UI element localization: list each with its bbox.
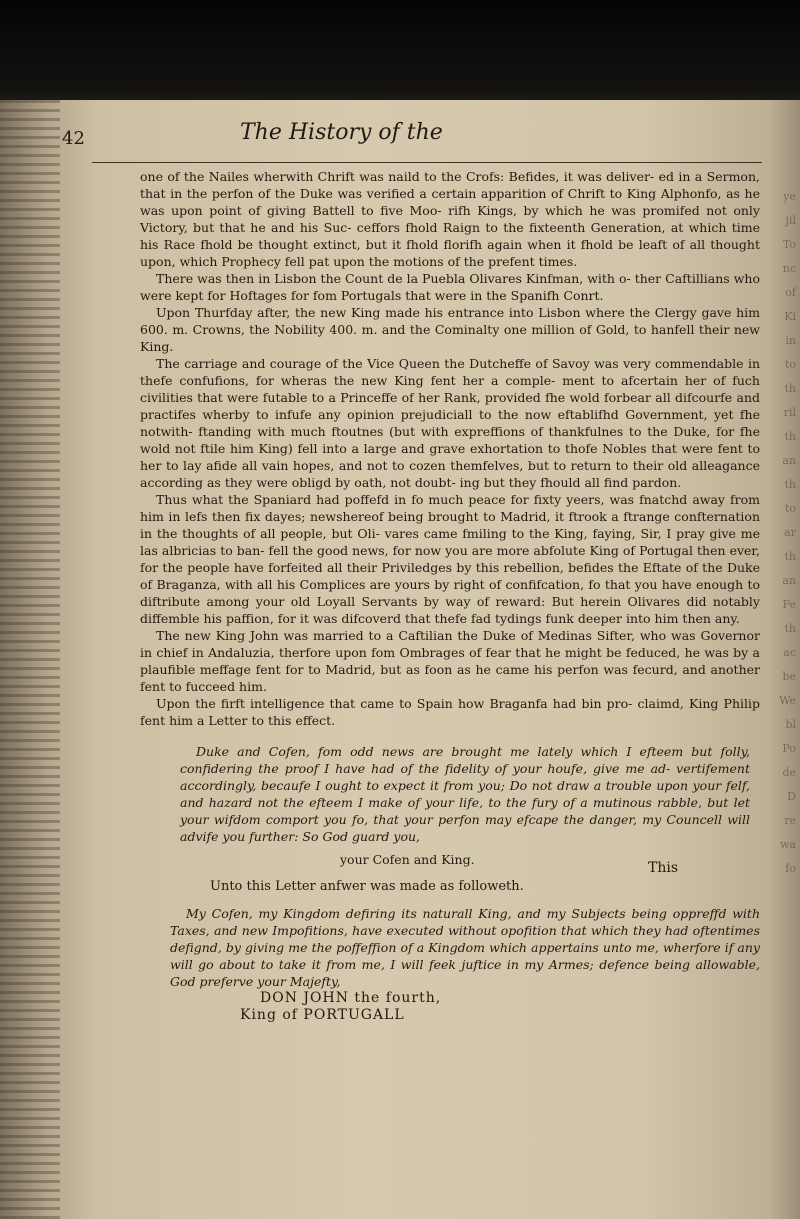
facing-page-bleed (770, 100, 800, 1219)
facing-page-fragment: bl (785, 718, 796, 731)
paragraph: Upon Thurfday after, the new King made his entrance into Lisbon where the Clergy gave him 600. m. Crowns, the Nobility 400. m. and the Cominalty one million of Gold, to hanfell their new King. (140, 305, 760, 354)
facing-page-fragment: ar (784, 526, 796, 539)
paragraph: Thus what the Spaniard had poffefd in fo much peace for fixty yeers, was fnatchd away from him in lefs then fix dayes; newshereof being brought to Madrid, it ftrook a ftrange confternation in the thoughts of all people, but Oli- vares came fmiling to the King, faying, Sir, I pray give me las albricias to ban- fell the good news, for now you are more abfolute King of Portugal then ever, for the people have forfeited all their Priviledges by this rebellion, befides the Eftate of the Duke of Braganza, with all his Complices are yours by right of confifcation, fo that you have enough to diftribute among your old Loyall Servants by way of reward: But herein Olivares did notably diffemble his paffion, for it was difcoverd that thefe fad tydings funk deeper into him then any. (140, 492, 760, 626)
catchword: This (648, 860, 679, 876)
facing-page-fragment: D (787, 790, 796, 803)
letter-from-philip: Duke and Cofen, fom odd news are brought me lately which I efteem but folly, confidering the proof I have had of the fidelity of your houfe, give me ad- vertifement accordingly, becaufe I ought to expect it from you; Do not draw a trouble upon your felf, and hazard not the efteem I make of your life, to the fury of a mutinous rabble, but let your wifdom comport you fo, that your perfon may efcape the danger, my Councell will advife you further: So God guard you, (180, 744, 750, 844)
facing-page-fragment: ye (783, 190, 796, 203)
facing-page-fragment: wa (780, 838, 796, 851)
body-text (140, 168, 760, 1024)
facing-page-fragment: ac (783, 646, 796, 659)
facing-page-fragment: th (784, 550, 796, 563)
facing-page-fragment: th (784, 430, 796, 443)
running-head: The History of the (240, 120, 443, 145)
facing-page-fragment: an (782, 454, 796, 467)
book-page (0, 100, 800, 1219)
facing-page-fragment: th (784, 622, 796, 635)
facing-page-fragment: ril (783, 406, 796, 419)
letter-reply: My Cofen, my Kingdom defiring its naturall King, and my Subjects being oppreffd with Taxes, and new Impofitions, have executed without opofition that which they had oftentimes defignd, by giving me the poffeffion of a Kingdom which appertains unto me, wherfore if any will go about to take it from me, I will feek juftice in my Armes; defence being allowable, God preferve your Majefty, (170, 906, 760, 989)
reply-signature-title: King of PORTUGALL (240, 1007, 405, 1023)
header-rule (92, 162, 762, 163)
reply-signature-name: DON JOHN the fourth, (260, 990, 442, 1006)
facing-page-fragment: in (785, 334, 796, 347)
paragraph: There was then in Lisbon the Count de la Puebla Olivares Kinfman, with o- ther Caftillians who were kept for Hoftages for fom Portugals that were in the Spanifh Conrt. (140, 271, 760, 303)
paragraph: Upon the firft intelligence that came to Spain how Braganfa had bin pro- claimd, King Philip fent him a Letter to this effect. (140, 696, 760, 728)
facing-page-fragment: fo (785, 862, 796, 875)
facing-page-fragment: Fe (782, 598, 796, 611)
facing-page-fragment: To (782, 238, 796, 251)
facing-page-fragment: re (784, 814, 796, 827)
facing-page-fragment: We (779, 694, 796, 707)
facing-page-fragment: an (782, 574, 796, 587)
facing-page-fragment: Po (782, 742, 796, 755)
transition-line: Unto this Letter anfwer was made as followeth. (210, 879, 524, 894)
facing-page-fragment: to (784, 502, 796, 515)
facing-page-fragment: th (784, 382, 796, 395)
facing-page-fragment: of (785, 286, 796, 299)
paragraph: The carriage and courage of the Vice Queen the Dutcheffe of Savoy was very commendable in thefe confufions, for wheras the new King fent her a comple- ment to afcertain her of fuch civilities that were futable to a Princeffe of her Rank, provided fhe wold forbear all difcourfe and practifes wherby to infufe any opinion prejudiciall to the now eftablifhd Government, yet fhe notwith- ftanding with much ftoutnes (but with expreffions of thankfulnes to the Duke, for fhe wold not ftile him King) fell into a large and grave exhortation to thofe Nobles that were fent to her to lay afide all vain hopes, and not to cozen themfelves, but to return to their old alleagance according as they were obligd by oath, not doubt- ing but they fhould all find pardon. (140, 356, 760, 490)
facing-page-fragment: jil (785, 214, 796, 227)
page-number: 42 (62, 128, 85, 149)
facing-page-fragment: de (782, 766, 796, 779)
facing-page-fragment: be (782, 670, 796, 683)
facing-page-fragment: to (784, 358, 796, 371)
page-gutter (0, 100, 60, 1219)
facing-page-fragment: th (784, 478, 796, 491)
letter-signature: your Cofen and King. (340, 852, 475, 867)
paragraph: The new King John was married to a Caftilian the Duke of Medinas Sifter, who was Governor in chief in Andaluzia, therfore upon fom Ombrages of fear that he might be feduced, he was by a plaufible meffage fent for to Madrid, but as foon as he came his perfon was fecurd, and another fent to fucceed him. (140, 628, 760, 694)
facing-page-fragment: Ki (784, 310, 796, 323)
paragraph: one of the Nailes wherwith Chrift was naild to the Crofs: Befides, it was deliver- ed in a Sermon, that in the perfon of the Duke was verified a certain apparition of Chrift to King Alphonfo, as he was upon point of giving Battell to five Moo- rifh Kings, by which he was promifed not only Victory, but that he and his Suc- ceffors fhold Raign to the fixteenth Generation, at which time his Race fhold be thought extinct, but it fhold florifh again when it fhold be leaft of all thought upon, which Prophecy fell pat upon the motions of the prefent times. (140, 169, 760, 269)
facing-page-fragment: nc (782, 262, 796, 275)
